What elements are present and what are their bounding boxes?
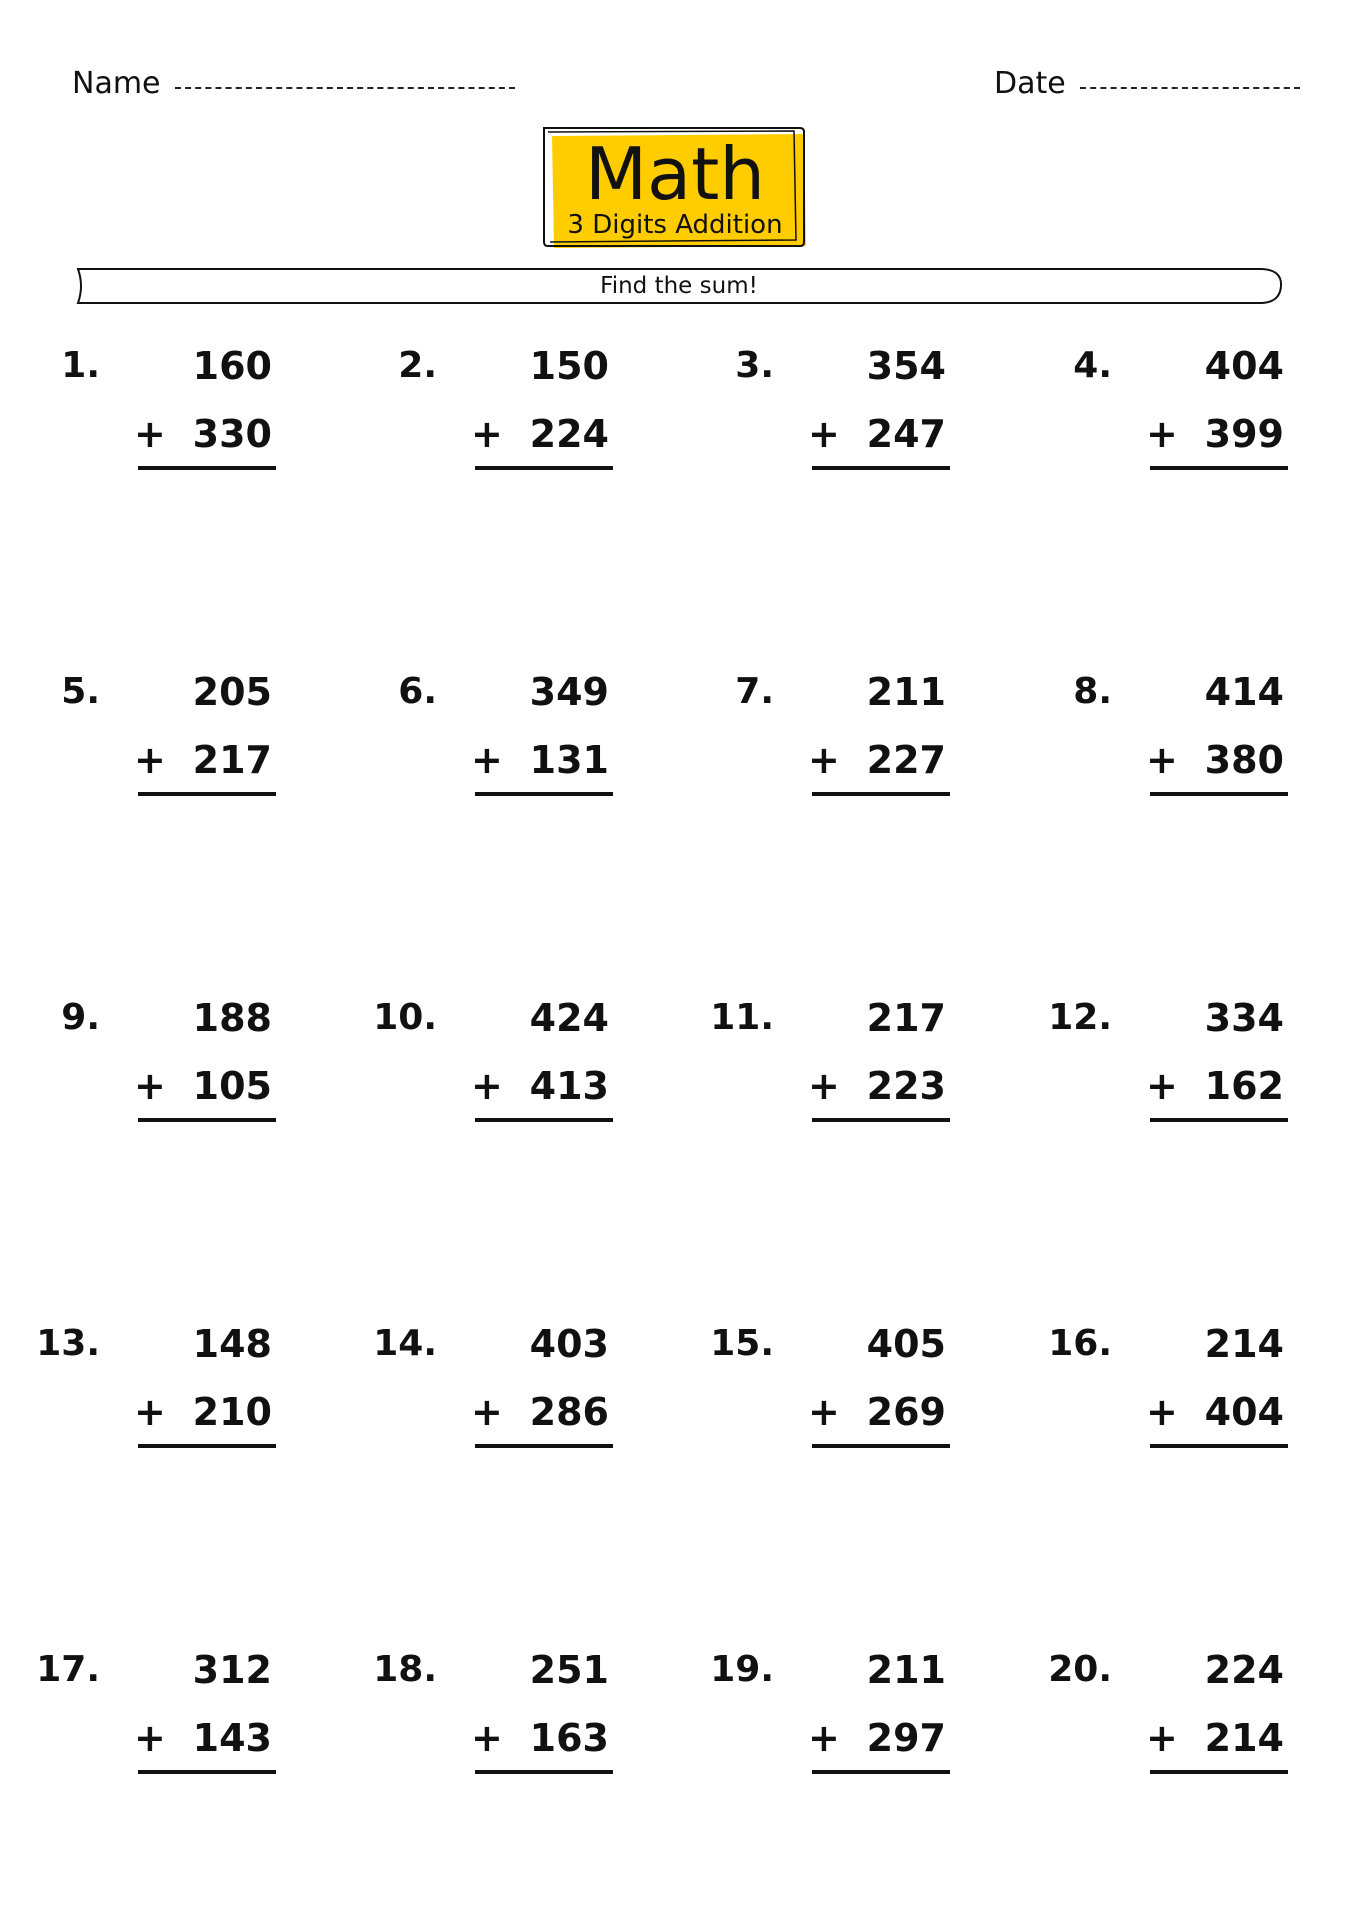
problem-14 — [337, 1322, 637, 1462]
problem-19 — [674, 1648, 974, 1788]
name-label: Name — [72, 66, 161, 101]
plus-sign: + — [1146, 738, 1178, 782]
first-addend: 403 — [529, 1322, 609, 1366]
answer-line[interactable] — [1150, 466, 1288, 470]
problem-number: 15. — [710, 1323, 774, 1364]
problem-15 — [674, 1322, 974, 1462]
problem-8 — [1012, 670, 1312, 810]
date-label: Date — [994, 66, 1066, 101]
problem-number: 11. — [710, 997, 774, 1038]
worksheet-subtitle: 3 Digits Addition — [567, 210, 783, 240]
problem-6 — [337, 670, 637, 810]
plus-sign: + — [808, 738, 840, 782]
answer-line[interactable] — [138, 1770, 276, 1774]
problem-number: 10. — [373, 997, 437, 1038]
plus-sign: + — [471, 738, 503, 782]
problem-number: 7. — [735, 671, 774, 712]
first-addend: 405 — [866, 1322, 946, 1366]
problem-number: 18. — [373, 1649, 437, 1690]
problem-number: 19. — [710, 1649, 774, 1690]
plus-sign: + — [1146, 1716, 1178, 1760]
problem-number: 16. — [1048, 1323, 1112, 1364]
problem-1 — [0, 344, 300, 484]
second-addend: 163 — [529, 1716, 609, 1760]
answer-line[interactable] — [1150, 1770, 1288, 1774]
second-addend: 143 — [192, 1716, 272, 1760]
problem-number: 1. — [61, 345, 100, 386]
plus-sign: + — [808, 1390, 840, 1434]
second-addend: 131 — [529, 738, 609, 782]
problem-4 — [1012, 344, 1312, 484]
second-addend: 105 — [192, 1064, 272, 1108]
first-addend: 349 — [529, 670, 609, 714]
second-addend: 330 — [192, 412, 272, 456]
first-addend: 251 — [529, 1648, 609, 1692]
answer-line[interactable] — [1150, 1444, 1288, 1448]
problem-number: 20. — [1048, 1649, 1112, 1690]
problem-17 — [0, 1648, 300, 1788]
problem-13 — [0, 1322, 300, 1462]
plus-sign: + — [1146, 1390, 1178, 1434]
second-addend: 210 — [192, 1390, 272, 1434]
plus-sign: + — [134, 412, 166, 456]
second-addend: 224 — [529, 412, 609, 456]
second-addend: 162 — [1204, 1064, 1284, 1108]
worksheet-title: Math — [584, 132, 766, 216]
plus-sign: + — [134, 1064, 166, 1108]
second-addend: 404 — [1204, 1390, 1284, 1434]
first-addend: 414 — [1204, 670, 1284, 714]
problem-2 — [337, 344, 637, 484]
first-addend: 205 — [192, 670, 272, 714]
plus-sign: + — [471, 1064, 503, 1108]
answer-line[interactable] — [138, 1444, 276, 1448]
first-addend: 224 — [1204, 1648, 1284, 1692]
plus-sign: + — [1146, 1064, 1178, 1108]
first-addend: 188 — [192, 996, 272, 1040]
problem-number: 12. — [1048, 997, 1112, 1038]
answer-line[interactable] — [138, 1118, 276, 1122]
first-addend: 217 — [866, 996, 946, 1040]
answer-line[interactable] — [812, 1444, 950, 1448]
plus-sign: + — [808, 1716, 840, 1760]
first-addend: 404 — [1204, 344, 1284, 388]
first-addend: 148 — [192, 1322, 272, 1366]
problem-number: 6. — [398, 671, 437, 712]
second-addend: 286 — [529, 1390, 609, 1434]
answer-line[interactable] — [138, 466, 276, 470]
problem-20 — [1012, 1648, 1312, 1788]
problem-10 — [337, 996, 637, 1136]
first-addend: 334 — [1204, 996, 1284, 1040]
answer-line[interactable] — [475, 1770, 613, 1774]
second-addend: 227 — [866, 738, 946, 782]
answer-line[interactable] — [475, 1444, 613, 1448]
second-addend: 269 — [866, 1390, 946, 1434]
second-addend: 217 — [192, 738, 272, 782]
plus-sign: + — [808, 1064, 840, 1108]
answer-line[interactable] — [812, 1770, 950, 1774]
problem-number: 2. — [398, 345, 437, 386]
plus-sign: + — [134, 1390, 166, 1434]
plus-sign: + — [1146, 412, 1178, 456]
problem-7 — [674, 670, 974, 810]
answer-line[interactable] — [475, 1118, 613, 1122]
problem-3 — [674, 344, 974, 484]
plus-sign: + — [808, 412, 840, 456]
problem-number: 4. — [1073, 345, 1112, 386]
second-addend: 297 — [866, 1716, 946, 1760]
plus-sign: + — [471, 1716, 503, 1760]
problem-5 — [0, 670, 300, 810]
problem-number: 13. — [36, 1323, 100, 1364]
problem-16 — [1012, 1322, 1312, 1462]
plus-sign: + — [134, 738, 166, 782]
first-addend: 424 — [529, 996, 609, 1040]
problem-number: 9. — [61, 997, 100, 1038]
plus-sign: + — [471, 412, 503, 456]
problem-12 — [1012, 996, 1312, 1136]
second-addend: 413 — [529, 1064, 609, 1108]
answer-line[interactable] — [1150, 792, 1288, 796]
answer-line[interactable] — [812, 792, 950, 796]
second-addend: 214 — [1204, 1716, 1284, 1760]
second-addend: 247 — [866, 412, 946, 456]
problem-number: 14. — [373, 1323, 437, 1364]
answer-line[interactable] — [475, 466, 613, 470]
answer-line[interactable] — [812, 1118, 950, 1122]
problem-9 — [0, 996, 300, 1136]
answer-line[interactable] — [475, 792, 613, 796]
first-addend: 150 — [529, 344, 609, 388]
plus-sign: + — [134, 1716, 166, 1760]
second-addend: 399 — [1204, 412, 1284, 456]
second-addend: 223 — [866, 1064, 946, 1108]
first-addend: 312 — [192, 1648, 272, 1692]
problem-18 — [337, 1648, 637, 1788]
first-addend: 211 — [866, 1648, 946, 1692]
plus-sign: + — [471, 1390, 503, 1434]
first-addend: 354 — [866, 344, 946, 388]
answer-line[interactable] — [812, 466, 950, 470]
problem-number: 17. — [36, 1649, 100, 1690]
problem-11 — [674, 996, 974, 1136]
problem-number: 8. — [1073, 671, 1112, 712]
answer-line[interactable] — [1150, 1118, 1288, 1122]
instruction-text: Find the sum! — [600, 273, 758, 299]
second-addend: 380 — [1204, 738, 1284, 782]
first-addend: 160 — [192, 344, 272, 388]
problem-number: 5. — [61, 671, 100, 712]
first-addend: 214 — [1204, 1322, 1284, 1366]
answer-line[interactable] — [138, 792, 276, 796]
first-addend: 211 — [866, 670, 946, 714]
problem-number: 3. — [735, 345, 774, 386]
